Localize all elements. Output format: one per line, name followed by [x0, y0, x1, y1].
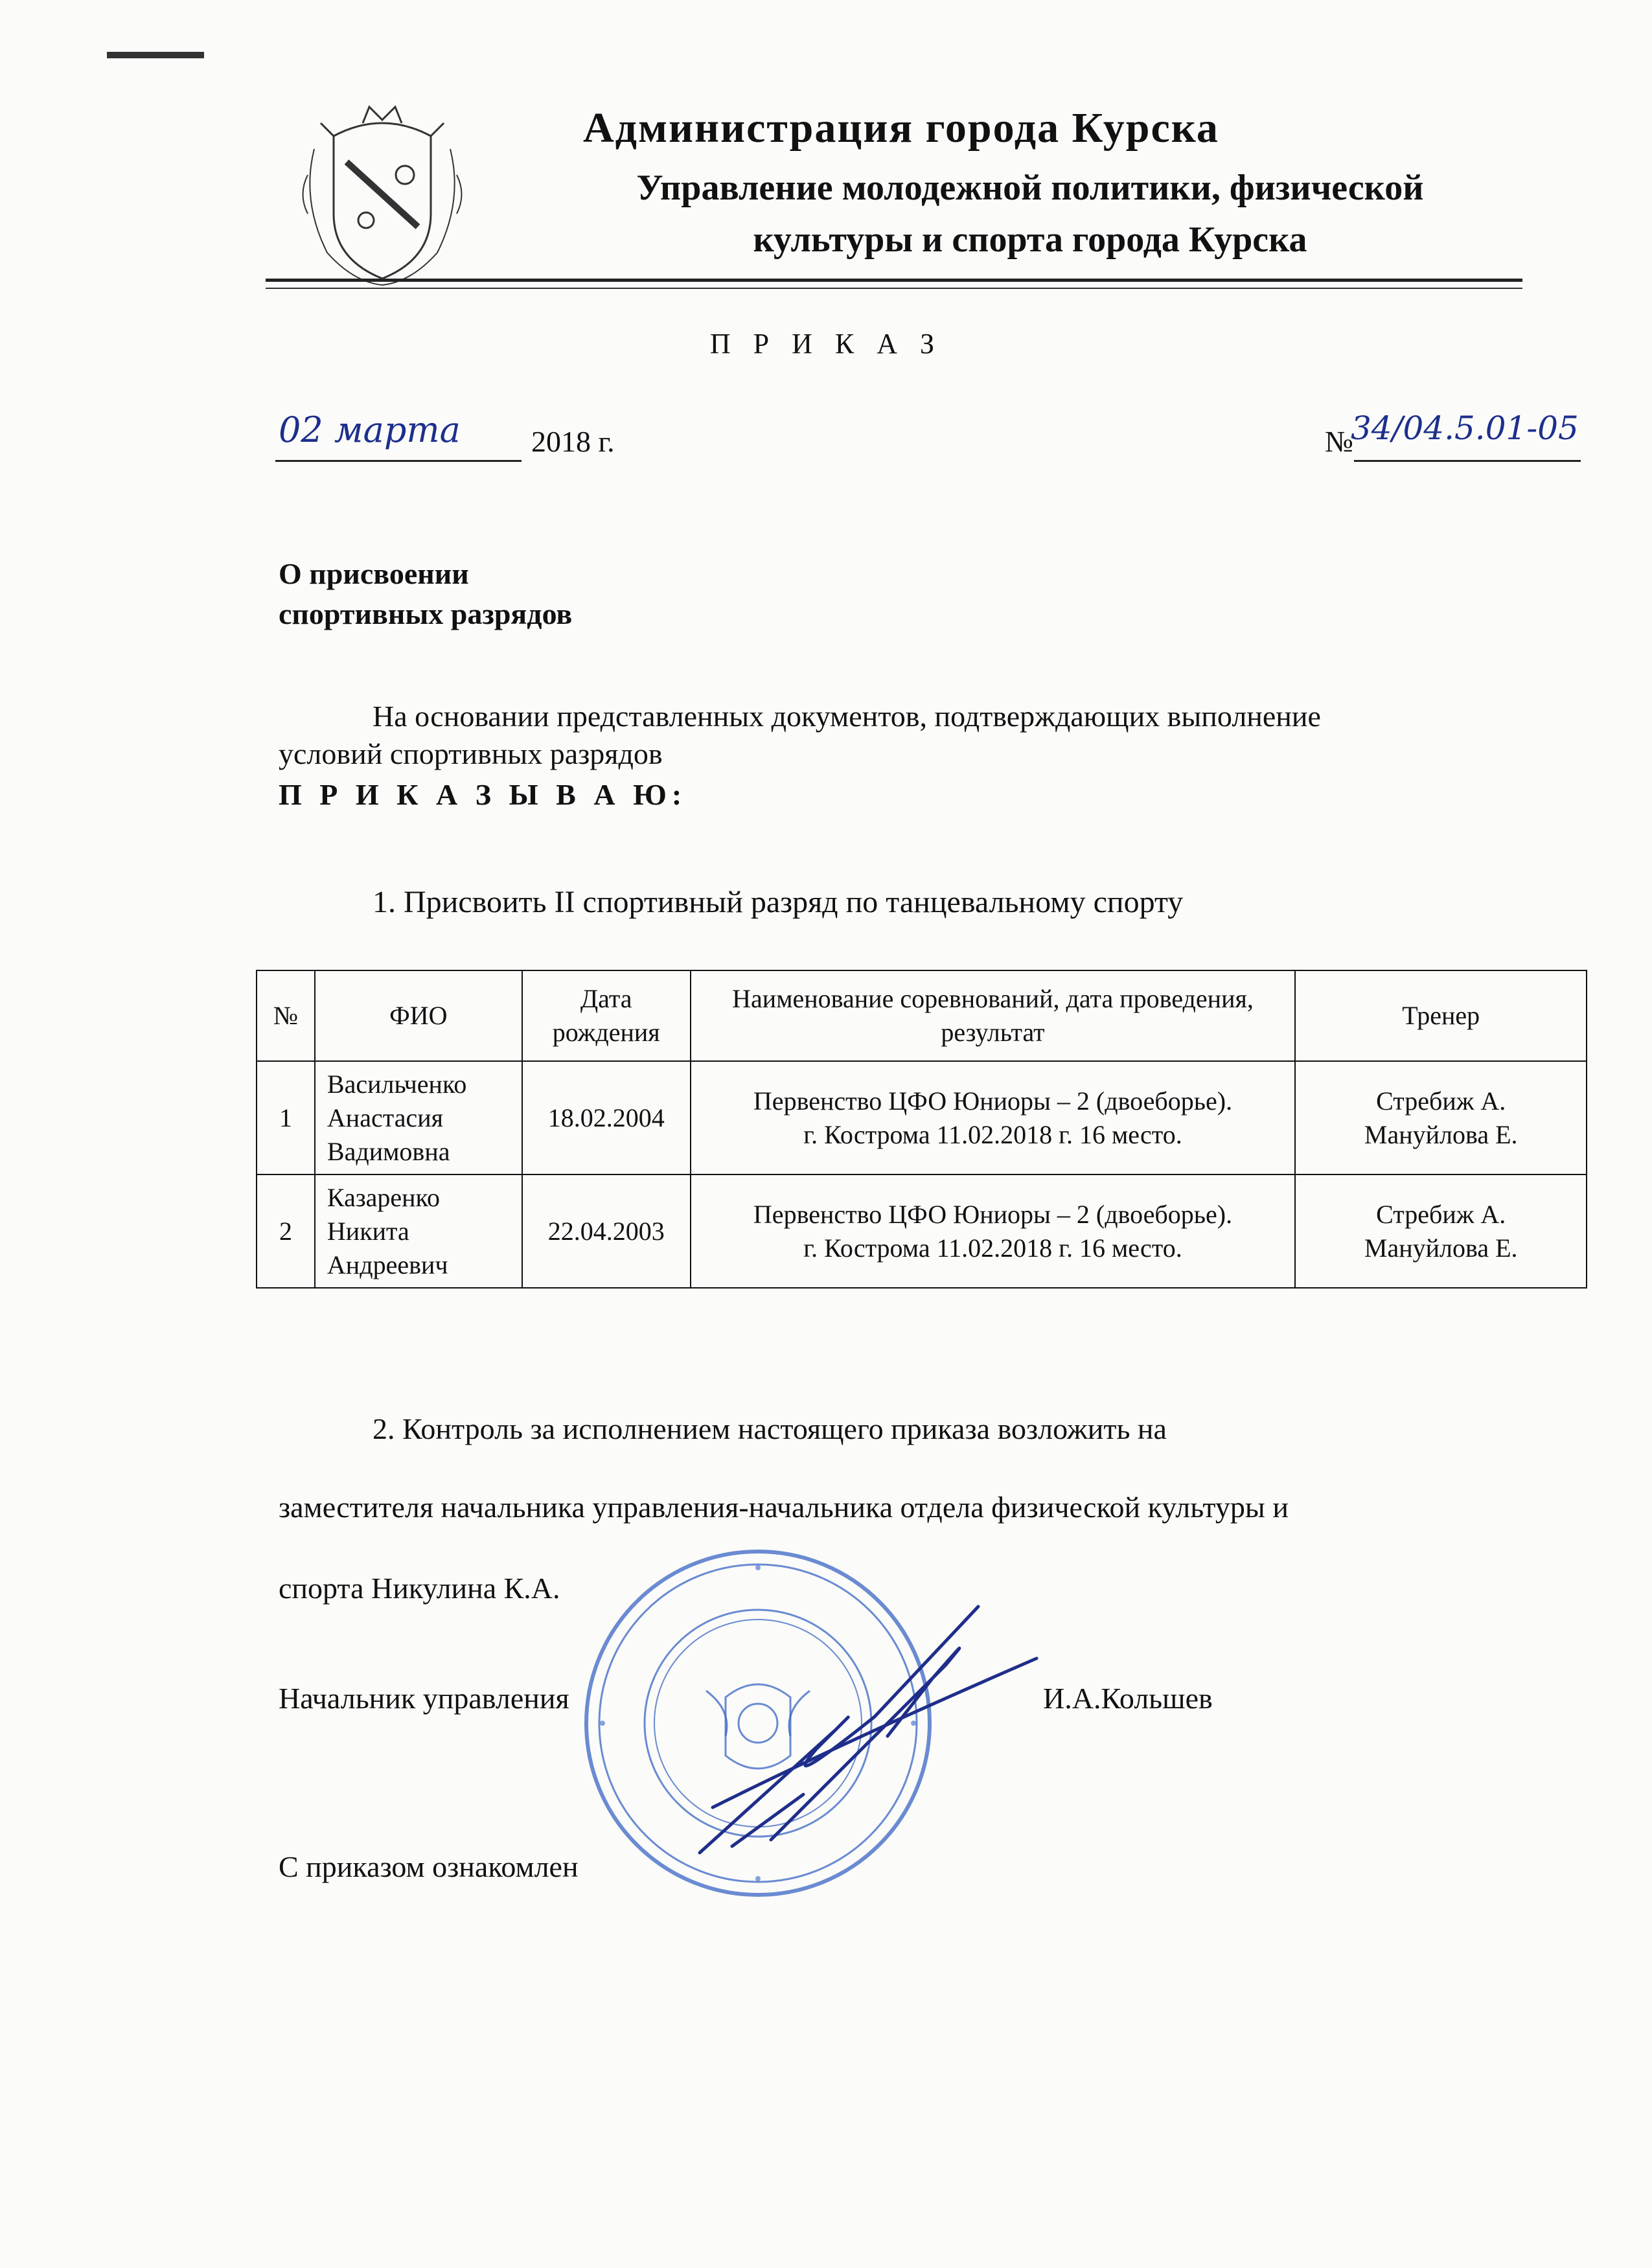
acknowledgement: С приказом ознакомлен — [279, 1850, 579, 1883]
subject-line-2: спортивных разрядов — [279, 597, 573, 630]
fio-surname: Васильченко — [327, 1069, 467, 1099]
cell-num: 2 — [257, 1174, 315, 1288]
department-line-1: Управление молодежной политики, физической — [636, 168, 1424, 208]
cell-competition — [691, 1174, 1296, 1288]
item-2-line-1: 2. Контроль за исполнением настоящего приказа возложить на — [373, 1412, 1167, 1445]
col-header-fio: ФИО — [315, 970, 522, 1061]
organization-title: Администрация города Курска — [583, 104, 1219, 152]
fio-patronymic: Андреевич — [327, 1250, 448, 1279]
competition-name: Первенство ЦФО Юниоры – 2 (двоеборье). — [753, 1086, 1233, 1116]
fio-name: Анастасия — [327, 1103, 444, 1132]
coach-1: Стребиж А. — [1376, 1086, 1506, 1116]
table-row — [257, 1061, 1587, 1174]
number-sign: № — [1325, 425, 1353, 458]
item-2-line-3: спорта Никулина К.А. — [279, 1572, 560, 1605]
subject-line-1: О присвоении — [279, 557, 469, 590]
order-word: П Р И К А З Ы В А Ю: — [279, 778, 687, 811]
fio-patronymic: Вадимовна — [327, 1136, 450, 1166]
cell-coach — [1295, 1061, 1587, 1174]
col-header-num: № — [257, 970, 315, 1061]
cell-fio — [315, 1061, 522, 1174]
fio-name: Никита — [327, 1216, 409, 1246]
cell-num: 1 — [257, 1061, 315, 1174]
city-coat-of-arms-icon — [295, 97, 470, 292]
signatory-title: Начальник управления — [279, 1682, 569, 1715]
basis-line-1: На основании представленных документов, подтверждающих выполнение — [373, 700, 1321, 733]
col-header-coach: Тренер — [1295, 970, 1587, 1061]
table-header-row — [257, 970, 1587, 1061]
basis-line-2: условий спортивных разрядов — [279, 737, 663, 770]
item-2-line-2: заместителя начальника управления-начальника отдела физической культуры и — [279, 1491, 1289, 1524]
header-rule — [266, 279, 1522, 282]
header-rule-thin — [266, 288, 1522, 289]
cell-competition — [691, 1061, 1296, 1174]
fio-surname: Казаренко — [327, 1182, 440, 1212]
coach-1: Стребиж А. — [1376, 1199, 1506, 1229]
competition-name: Первенство ЦФО Юниоры – 2 (двоеборье). — [753, 1199, 1233, 1229]
athletes-table — [256, 970, 1587, 1289]
department-line-2: культуры и спорта города Курска — [753, 220, 1307, 260]
col-header-birth: Дата рождения — [522, 970, 691, 1061]
col-header-competition: Наименование соревнований, дата проведения, результат — [691, 970, 1296, 1061]
competition-result: г. Кострома 11.02.2018 г. 16 место. — [803, 1233, 1182, 1263]
order-subject — [279, 554, 572, 634]
item-1: 1. Присвоить II спортивный разряд по танцевальному спорту — [373, 885, 1184, 919]
coach-2: Мануйлова Е. — [1364, 1233, 1518, 1263]
date-year: 2018 г. — [531, 425, 615, 458]
coach-2: Мануйлова Е. — [1364, 1119, 1518, 1149]
department-name — [531, 162, 1529, 266]
document-type: П Р И К А З — [709, 328, 943, 360]
signatory-name: И.А.Кольшев — [1043, 1682, 1213, 1715]
scan-mark — [107, 52, 204, 58]
handwritten-signature-icon — [674, 1581, 1075, 1866]
cell-birth: 18.02.2004 — [522, 1061, 691, 1174]
date-handwritten: 02 марта — [279, 409, 461, 450]
competition-result: г. Кострома 11.02.2018 г. 16 место. — [803, 1119, 1182, 1149]
table-row — [257, 1174, 1587, 1288]
cell-birth: 22.04.2003 — [522, 1174, 691, 1288]
number-handwritten: 34/04.5.01-05 — [1351, 409, 1579, 447]
cell-fio — [315, 1174, 522, 1288]
cell-coach — [1295, 1174, 1587, 1288]
